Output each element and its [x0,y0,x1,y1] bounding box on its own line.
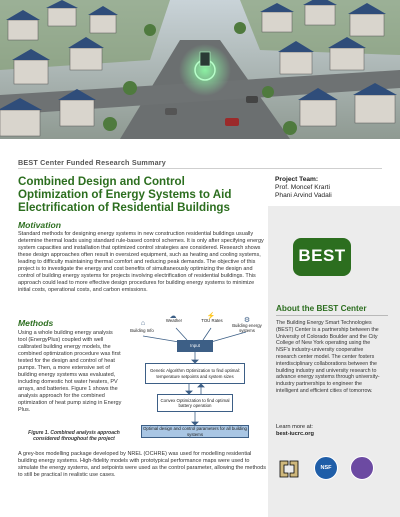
divider [276,315,388,316]
team-member: Prof. Moncef Krarti [275,184,330,192]
motivation-heading: Motivation [18,220,61,230]
nsf-logo [314,456,338,480]
analysis-diagram [130,313,263,440]
divider [18,168,382,169]
learn-more-link[interactable]: best-iucrc.org [276,431,314,438]
energy-systems-icon: ⚙ [243,317,251,324]
motivation-text: Standard methods for designing energy systems in new construction residential buildings usually determine thermal loads using standard rule-based control schemes. It is only after specifying energy system capacities and installation that optimized control strategies are considered. Research shows these design approaches often result in oversized equipment, such as heating and cooling systems, leading to difficulty maintaining thermal comfort and reducing peak demands. The objective of this project is to investigate the energy and cost benefits of simultaneously optimizing the design and control of building energy systems for projects involving electrification of residential buildings. This approach could lead to more effective design procedures for building energy systems to minimize initial costs, operational costs, and carbon emissions. [18,231,264,293]
tou-rates-label: TOU Rates [201,318,223,323]
weather-label: Weather [165,318,183,323]
figure-caption: Figure 1. Combined analysis approach considered throughout the project [28,430,120,443]
document-title: Combined Design and Control Optimization of Energy Systems to Aid Electrification of Residential Buildings [18,175,232,214]
cu-boulder-logo [278,458,300,480]
energy-systems-label: Building energy systems [232,323,262,333]
best-logo-text: BEST [298,246,346,265]
building-info-label: Building Info [130,328,154,333]
input-box: Input [177,340,213,352]
project-team-heading: Project Team: [275,176,319,183]
team-member: Phani Arvind Vadali [275,192,332,200]
about-text: The Building Energy Smart Technologies (BEST) Center is a partnership between the University of Colorado Boulder and the City College of New York operating using the NSF's industry-university cooperative research center model. The center fosters interdisciplinary collaborations between the building industry and university research to advance energy systems through university-industry partnerships to engineer the intelligent and efficient cities of tomorrow. [276,320,380,394]
tou-rates-icon: ⚡ [206,313,216,320]
learn-more [276,424,314,438]
weather-icon: ☁ [169,313,177,320]
project-team [275,176,385,201]
genetic-algorithm-box: Genetic Algorithm Optimization to find optimal: temperature setpoints and system sizes [145,363,245,384]
ccny-logo [350,456,374,480]
nsf-logo-text: NSF [320,465,332,471]
learn-more-label: Learn more at: [276,424,313,430]
bottom-text: A grey-box modelling package developed by NREL (OCHRE) was used for modelling residential building energy systems. High-fidelity models with prototypical performance maps were used to simulate the energy systems, and setpoints were used as the control parameter, allowing the methods to still be practical in realistic use cases. [18,451,266,478]
hero-illustration [0,0,400,139]
methods-heading: Methods [18,318,54,328]
summary-label: BEST Center Funded Research Summary [18,158,166,167]
about-heading: About the BEST Center [276,304,367,313]
methods-text: Using a whole building energy analysis tool (EnergyPlus) coupled with well calibrated building energy models, the combined optimization procedure was first tested for the design and control of heat pumps. Then, a more extensive set of building energy systems was evaluated, including domestic hot water heaters, PV arrays, and batteries. Figure 1 shows the analysis approach for the combined optimization of heat pump sizing in Energy Plus. [18,330,122,413]
optimal-design-box: Optimal design and control parameters for all building systems [141,425,249,438]
convex-optimization-box: Convex Optimization to find optimal battery operation [157,394,233,412]
building-icon: ⌂ [140,320,146,327]
